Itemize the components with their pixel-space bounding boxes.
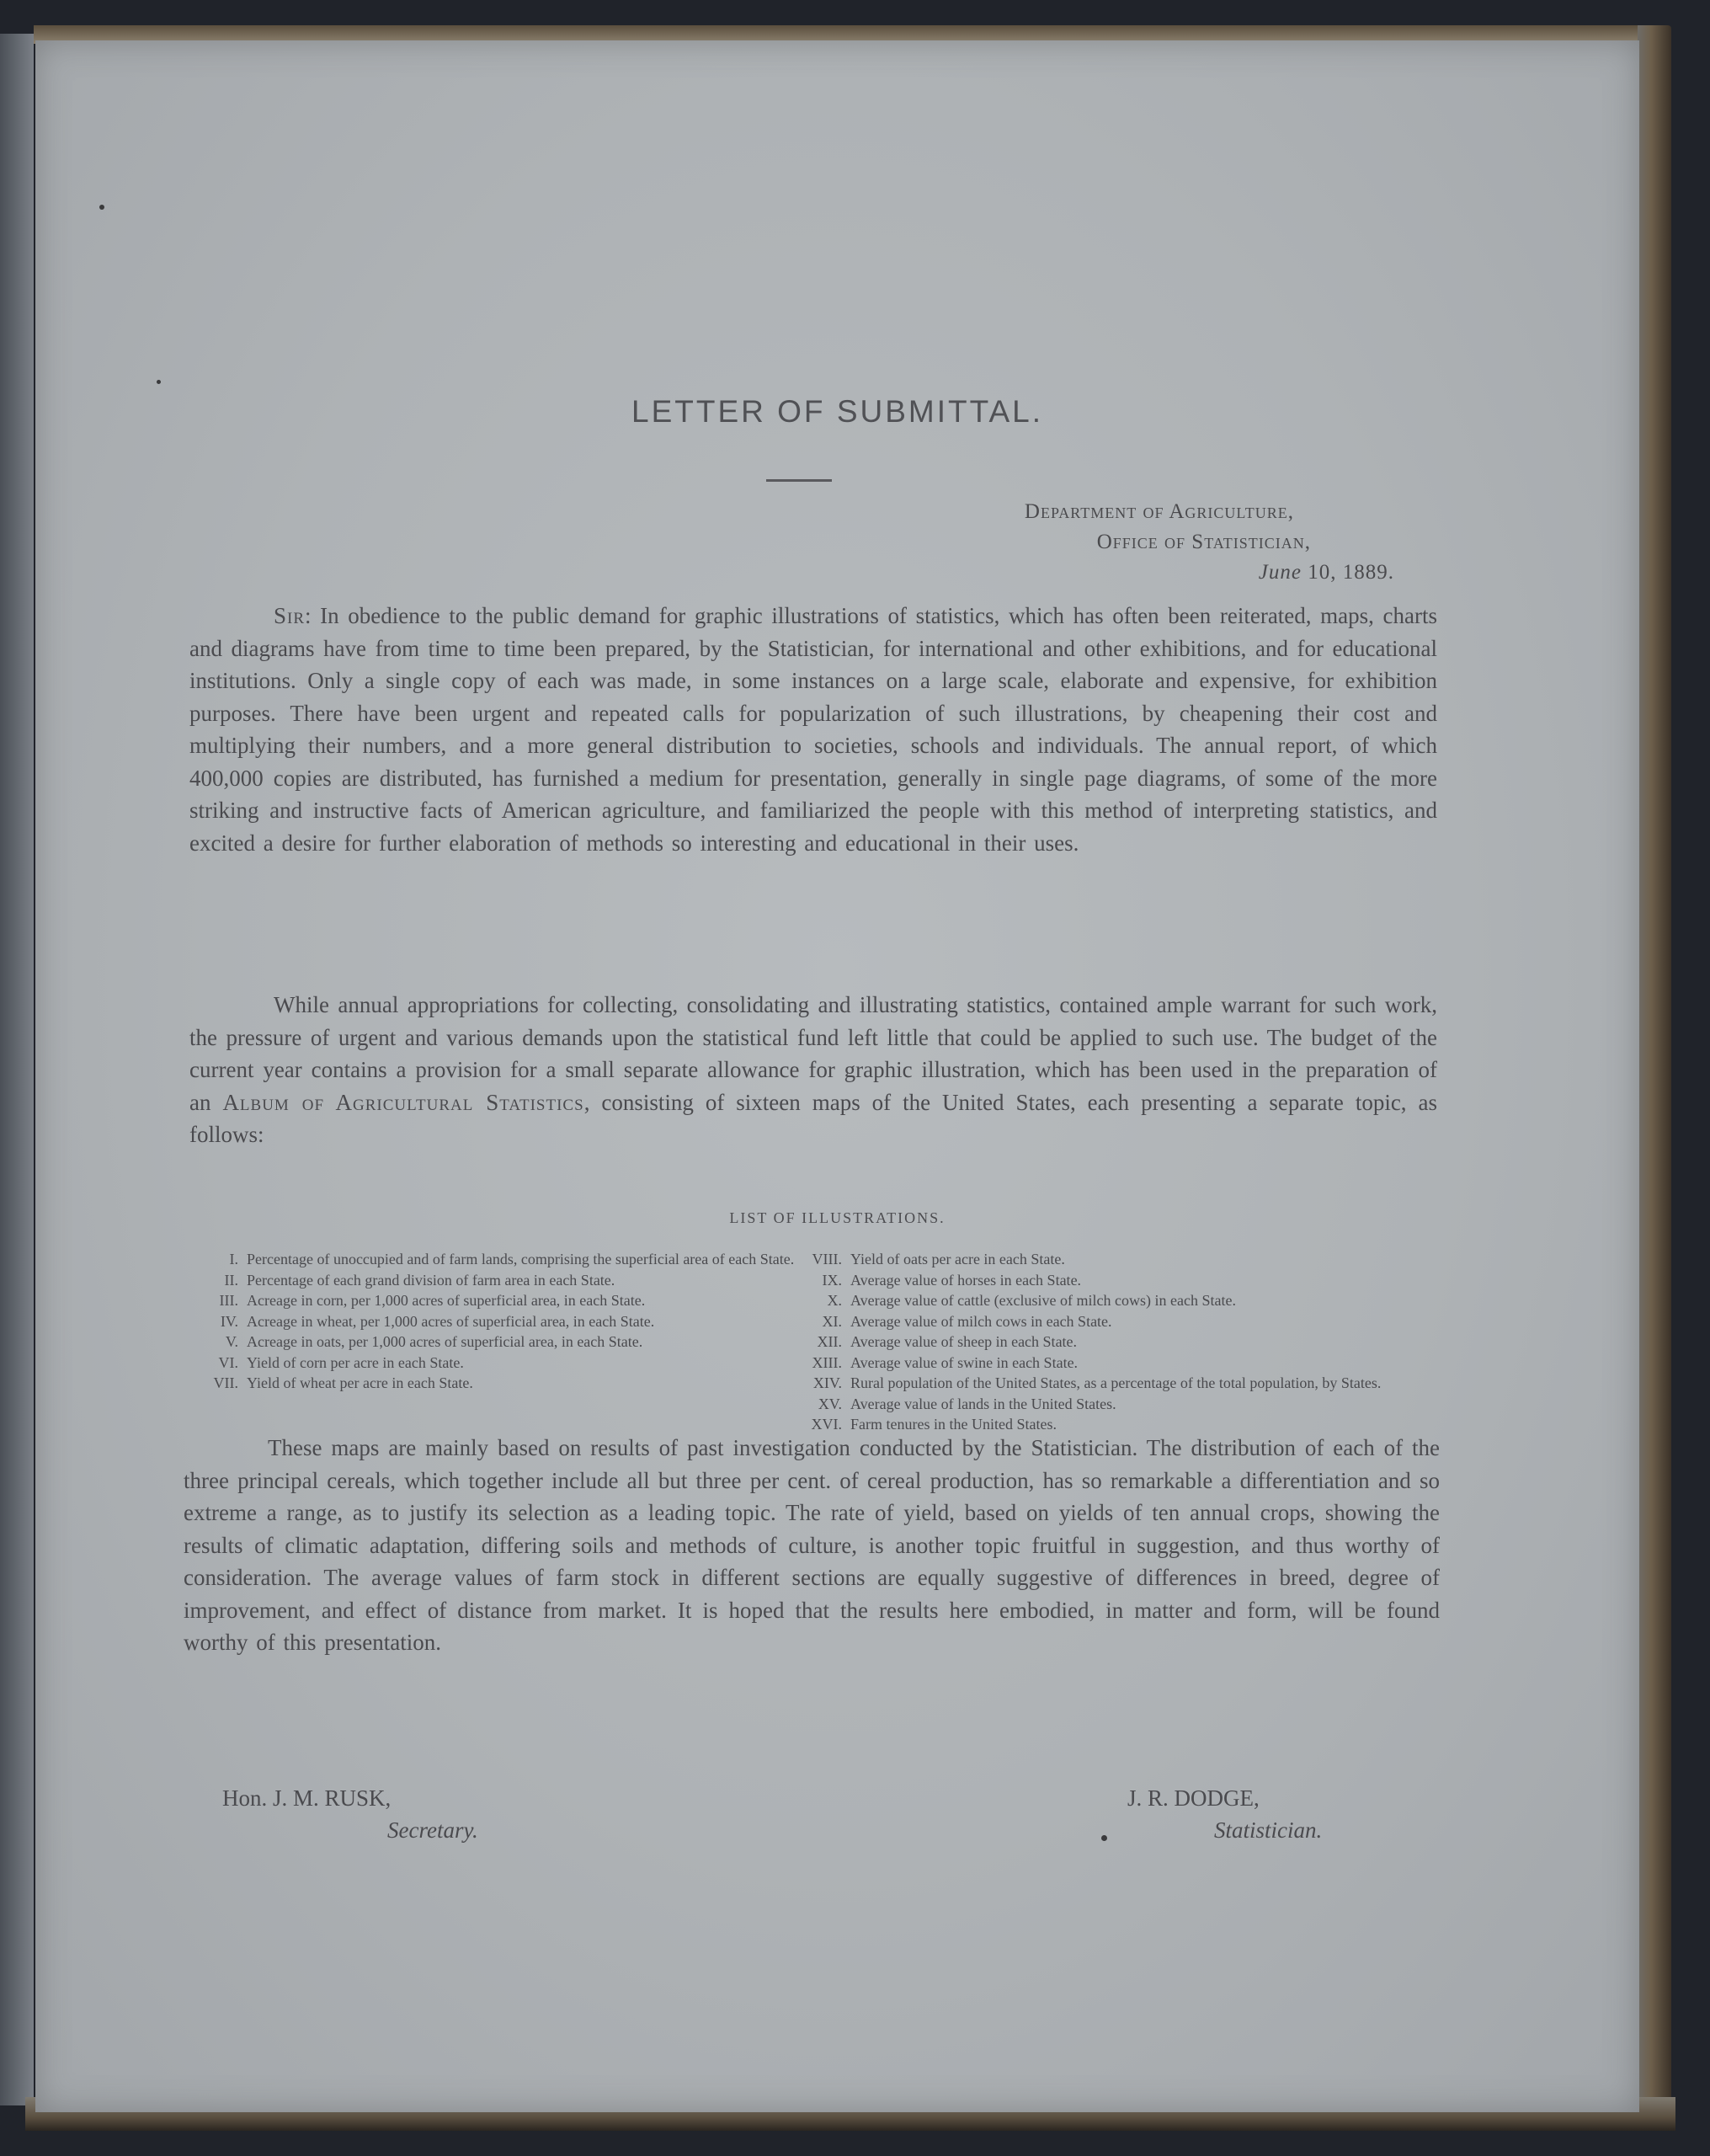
date-rest: 10, 1889. <box>1308 561 1394 584</box>
illustration-text: Acreage in corn, per 1,000 acres of superficial area, in each State. <box>247 1292 646 1309</box>
illustration-text: Average value of swine in each State. <box>850 1353 1079 1371</box>
illustration-number: XII. <box>817 1333 842 1350</box>
paragraph-2 <box>189 989 1437 1151</box>
paragraph-1: Sir: In obedience to the public demand for graphic illustrations of statistics, which has often been reiterated, maps, charts and diagrams have from time to time been prepared, by the Statistician, for international and other exhibitions, and for educational institutions. Only a single copy of each was made, in some instances on a large scale, elaborate and expensive, for exhibition purposes. There have been urgent and repeated calls for popularization of such illustrations, by cheapening their cost and multiplying their numbers, and a more general distribution to societies, schools and individuals. The annual report, of which 400,000 copies are distributed, has furnished a medium for presentation, generally in single page diagrams, of some of the more striking and instructive facts of American agriculture, and familiarized the people with this method of interpreting statistics, and excited a desire for further elaboration of methods so interesting and educational in their uses. <box>189 603 1437 856</box>
office-line: Office of Statistician, <box>1096 531 1311 553</box>
illustration-number: XVI. <box>811 1416 842 1433</box>
document-page <box>35 40 1639 2112</box>
illustration-text: Average value of sheep in each State. <box>850 1333 1078 1350</box>
illustration-list-item <box>793 1311 1450 1332</box>
paragraph-2-text-a: While annual appropriations for collecting, consolidating and illustrating statistics, contained ample warrant for such work, the pressure of urgent and various demands upon the statistical fund left little that could be applied to such use. The budget of the current year contains a provision for a small separate allowance for graphic illustration, which has been used in the preparation of an <box>189 992 1437 1115</box>
paragraph-2-text-b: , consisting of sixteen maps of the United States, each presenting a separate topic, as follows: <box>189 1089 1437 1147</box>
ink-speck <box>99 205 104 210</box>
salutation: Sir <box>274 603 306 628</box>
illustration-text: Acreage in oats, per 1,000 acres of superficial area, in each State. <box>247 1333 643 1350</box>
illustration-number: VII. <box>213 1374 238 1391</box>
illustration-text: Average value of lands in the United States. <box>850 1395 1116 1412</box>
illustration-number: IV. <box>220 1312 238 1330</box>
illustration-list-item <box>189 1353 808 1374</box>
illustration-text: Yield of wheat per acre in each State. <box>247 1374 473 1391</box>
paragraph-1-text: In obedience to the public demand for graphic illustrations of statistics, which has often been reiterated, maps, charts and diagrams have from time to time been prepared, by the Statistician, for international and other exhibitions, and for educational institutions. Only a single copy of each was made, in some instances on a large scale, elaborate and expensive, for exhibition purposes. There have been urgent and repeated calls for popularization of such illustrations, by cheapening their cost and multiplying their numbers, and a more general distribution to societies, schools and individuals. The annual report, of which 400,000 copies are distributed, has furnished a medium for presentation, generally in single page diagrams, of some of the more striking and instructive facts of American agriculture, and familiarized the people with this method of interpreting statistics, and excited a desire for further elaboration of methods so interesting and educational in their uses. <box>189 603 1437 856</box>
illustration-number: VIII. <box>812 1251 842 1267</box>
illustration-number: IX. <box>822 1271 842 1289</box>
illustration-text: Yield of oats per acre in each State. <box>850 1251 1065 1267</box>
title-rule <box>766 479 832 482</box>
paragraph-3-text: These maps are mainly based on results of past investigation conducted by the Statistician. The distribution of each of the three principal cereals, which together include all but three per cent. of cereal production, has so remarkable a differentiation and so extreme a range, as to justify its selection as a leading topic. The rate of yield, based on yields of ten annual crops, showing the results of climatic adaptation, differing soils and methods of culture, is another topic fruitful in suggestion, and thus worthy of consideration. The average values of farm stock in different sections are equally suggestive of differences in breed, degree of improvement, and effect of distance from market. It is hoped that the results here embodied, in matter and form, will be found worthy of this presentation. <box>184 1435 1440 1655</box>
illustration-text: Yield of corn per acre in each State. <box>247 1353 464 1371</box>
date-month: June <box>1258 561 1302 584</box>
illustration-number: XV. <box>818 1395 842 1412</box>
department-line: Department of Agriculture, <box>1024 500 1294 523</box>
illustration-number: V. <box>225 1333 238 1350</box>
illustration-list-item <box>189 1373 808 1394</box>
illustration-number: XI. <box>822 1312 842 1330</box>
illustration-list-item <box>189 1290 808 1311</box>
facing-page-edge <box>0 34 34 2105</box>
illustration-list-item <box>793 1249 1450 1270</box>
illustration-list-item <box>793 1394 1450 1415</box>
illustration-list-item <box>189 1249 808 1270</box>
date-line <box>35 561 1639 584</box>
addressee-name: Hon. J. M. RUSK, <box>222 1785 392 1811</box>
illustration-list-item <box>189 1270 808 1291</box>
illustration-list-item <box>793 1353 1450 1374</box>
illustration-number: VI. <box>218 1353 238 1371</box>
album-title: Album of Agricultural Statistics <box>222 1089 584 1115</box>
ink-speck <box>1101 1835 1107 1841</box>
page-title: LETTER OF SUBMITTAL. <box>631 394 1043 429</box>
signer-title: Statistician. <box>1214 1817 1323 1843</box>
paragraph-3 <box>184 1432 1440 1659</box>
illustration-text: Percentage of unoccupied and of farm lands, comprising the superficial area of each State. <box>247 1251 795 1267</box>
illustration-text: Rural population of the United States, as a percentage of the total population, by States. <box>850 1374 1382 1391</box>
illustration-list-item <box>793 1290 1450 1311</box>
illustration-number: XIII. <box>812 1353 842 1371</box>
list-of-illustrations-title: LIST OF ILLUSTRATIONS. <box>729 1209 946 1226</box>
illustration-list-item <box>793 1373 1450 1394</box>
illustration-list-item <box>793 1270 1450 1291</box>
illustration-number: XIV. <box>812 1374 842 1391</box>
ink-speck <box>157 380 161 384</box>
illustration-text: Average value of milch cows in each State. <box>850 1312 1112 1330</box>
illustration-list-item <box>189 1311 808 1332</box>
illustration-text: Farm tenures in the United States. <box>850 1416 1057 1433</box>
illustration-number: II. <box>224 1271 238 1289</box>
illustration-number: X. <box>827 1292 842 1309</box>
illustration-list-item <box>793 1331 1450 1353</box>
illustration-list-item <box>189 1331 808 1353</box>
illustration-text: Percentage of each grand division of farm area in each State. <box>247 1271 615 1289</box>
addressee-title: Secretary. <box>387 1817 478 1843</box>
illustration-number: I. <box>229 1251 238 1267</box>
illustrations-list-left <box>189 1249 808 1394</box>
illustration-text: Acreage in wheat, per 1,000 acres of superficial area, in each State. <box>247 1312 655 1330</box>
signer-name: J. R. DODGE, <box>1127 1785 1260 1811</box>
illustration-text: Average value of horses in each State. <box>850 1271 1082 1289</box>
illustration-text: Average value of cattle (exclusive of milch cows) in each State. <box>850 1292 1236 1309</box>
illustrations-list-right <box>793 1249 1450 1435</box>
illustration-number: III. <box>219 1292 238 1309</box>
